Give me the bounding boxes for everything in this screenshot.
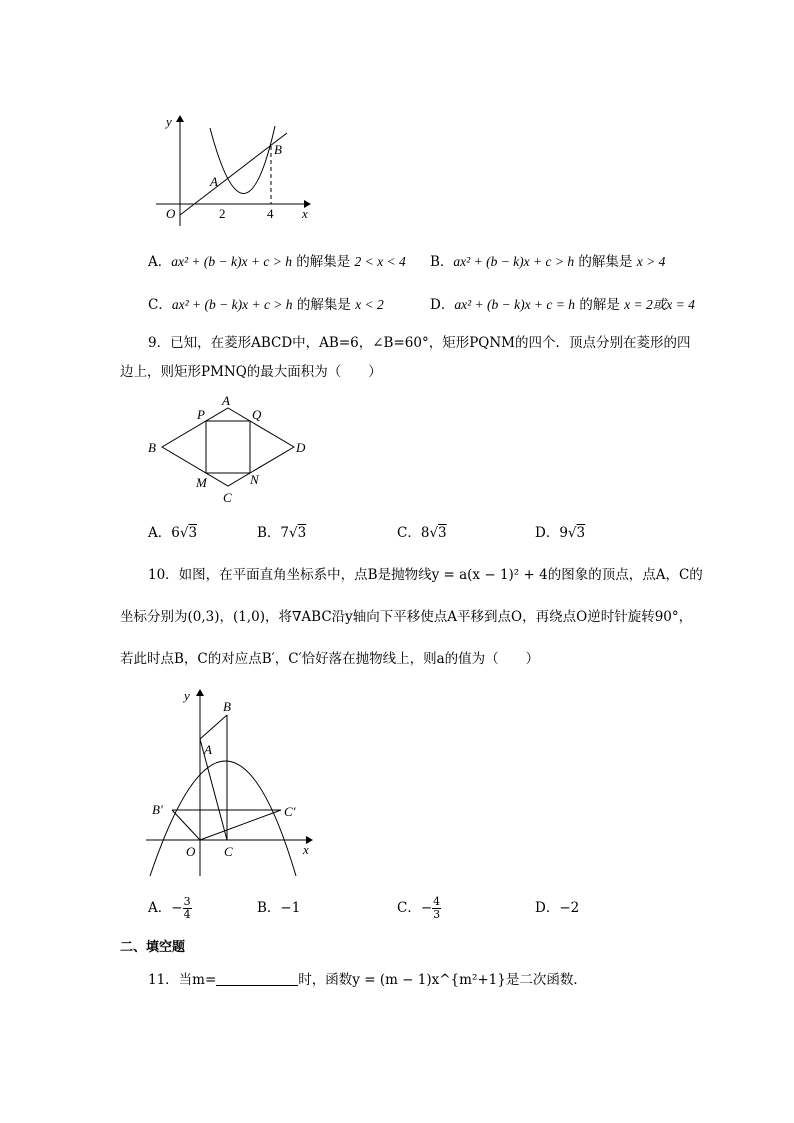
q10-parabola <box>150 761 296 876</box>
q10-stem-line2: 坐标分别为(0,3)，(1,0)，将∇ABC沿y轴向下平移使点A平移到点O，再绕点O逆时针旋转90°， <box>120 609 693 625</box>
q8-graph-figure <box>150 110 320 230</box>
q11-text-before: 11．当m= <box>148 972 217 988</box>
q10-segment-obp <box>172 810 200 840</box>
q9-label-c: C <box>223 490 232 505</box>
section-title: 二、填空题 <box>120 940 186 955</box>
q11-text-after: 时，函数y = (m − 1)x^{m²+1}是二次函数． <box>298 972 587 988</box>
q9-label-d: D <box>296 440 306 455</box>
q10-label-x: x <box>303 842 309 857</box>
q10-stem-line3: 若此时点B，C的对应点B′，C′恰好落在抛物线上，则a的值为（ ） <box>120 651 540 667</box>
q9-stem-line2: 边上，则矩形PMNQ的最大面积为（ ） <box>120 364 382 380</box>
q9-option-a: A．6√3 <box>148 525 198 541</box>
q10-label-a: A <box>204 742 212 757</box>
q9-label-b: B <box>148 440 156 455</box>
q10-label-cprime: C′ <box>284 804 296 819</box>
q11-answer-blank[interactable] <box>216 971 298 986</box>
q8-option-d: D．ax² + (b − k)x + c = h 的解是 x = 2或x = 4 <box>430 297 695 313</box>
q8-label-b: B <box>274 142 282 157</box>
q8-label-a: A <box>210 174 218 189</box>
q8-tick-4: 4 <box>267 206 274 221</box>
q10-label-y: y <box>184 688 190 703</box>
q10-option-d: D．−2 <box>535 900 580 916</box>
q10-graph-figure <box>140 686 330 881</box>
q10-option-a: A．− $\frac{3}{4}$ <box>148 895 191 921</box>
q9-rectangle <box>206 421 250 473</box>
q9-label-n: N <box>250 472 259 487</box>
q9-option-c: C．8√3 <box>397 525 447 541</box>
q8-parabola <box>210 126 275 194</box>
q9-rhombus-figure <box>144 392 324 507</box>
q9-label-p: P <box>197 407 205 422</box>
q9-label-q: Q <box>252 407 262 422</box>
q8-label-y: y <box>166 114 172 129</box>
q10-label-o: O <box>186 844 196 859</box>
q10-label-b: B <box>223 699 231 714</box>
q10-option-c: C．− $\frac{4}{3}$ <box>397 895 441 921</box>
q9-rhombus <box>162 408 294 486</box>
q8-option-c: C．ax² + (b − k)x + c > h 的解集是 x < 2 <box>148 297 384 313</box>
q10-segment-ab <box>200 715 227 739</box>
q9-option-b: B．7√3 <box>257 525 307 541</box>
q10-segment-ocp <box>200 810 281 840</box>
q10-option-b: B．−1 <box>257 900 301 916</box>
q8-label-o: O <box>166 206 176 221</box>
q11-question <box>148 970 587 990</box>
q9-stem-line1: 9．已知，在菱形ABCD中，AB=6，∠B=60°，矩形PQNM的四个．顶点分别在菱形的四 <box>148 335 691 351</box>
q9-label-a: A <box>222 393 230 408</box>
q9-label-m: M <box>196 475 207 490</box>
q8-label-x: x <box>302 206 308 221</box>
q10-label-bprime: B′ <box>152 802 163 817</box>
q10-stem-line1: 10．如图，在平面直角坐标系中，点B是抛物线y = a(x − 1)² + 4的图象的顶点，点A，C的 <box>148 567 703 583</box>
q9-option-d: D．9√3 <box>535 525 586 541</box>
q10-label-c: C <box>224 844 233 859</box>
q8-option-b: B．ax² + (b − k)x + c > h 的解集是 x > 4 <box>430 254 666 270</box>
q8-tick-2: 2 <box>219 206 226 221</box>
q8-option-a: A．ax² + (b − k)x + c > h 的解集是 2 < x < 4 <box>148 254 406 270</box>
